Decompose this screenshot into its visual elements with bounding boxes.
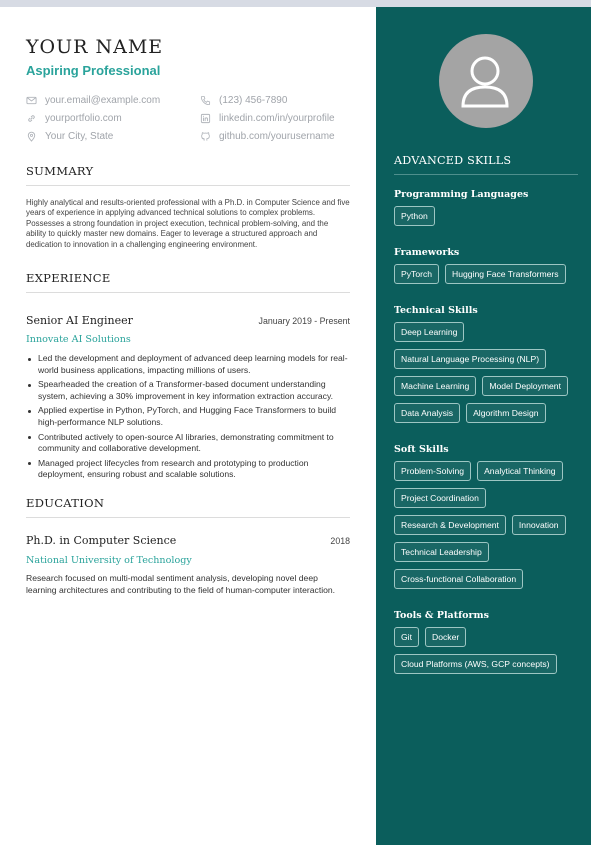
skill-tag: Problem-Solving	[394, 461, 471, 481]
summary-text: Highly analytical and results-oriented professional with a Ph.D. in Computer Science and five years of experience in applying advanced technical solutions to complex problems. Possesses a strong foundation in project execution, technical problem-solving, and the ability to quickly master new domains. Eager to leverage a structured approach and dedication to innovation in a challenging engineering environment.	[26, 198, 350, 249]
edu-description: Research focused on multi-modal sentiment analysis, developing novel deep learning architectures and contributing to the field of human-computer interaction.	[26, 572, 336, 595]
skills-heading: ADVANCED SKILLS	[394, 154, 578, 175]
skill-tag: Hugging Face Transformers	[445, 264, 566, 284]
contact-linkedin-text: linkedin.com/in/yourprofile	[219, 113, 335, 124]
contact-email-text: your.email@example.com	[45, 95, 161, 106]
contact-grid	[26, 93, 350, 144]
skill-tag: Git	[394, 627, 419, 647]
contact-email[interactable]	[26, 93, 200, 108]
job-entry	[26, 314, 350, 481]
resume-role: Aspiring Professional	[26, 63, 161, 78]
skill-tag: Innovation	[512, 515, 566, 535]
skill-tag: Analytical Thinking	[477, 461, 563, 481]
skill-tag: Technical Leadership	[394, 542, 489, 562]
skill-group-frameworks	[394, 247, 578, 291]
job-bullet: Contributed actively to open-source AI libraries, demonstrating commitment to community and collaborative development.	[38, 432, 350, 455]
job-bullet: Led the development and deployment of advanced deep learning models for real-world business applications, impacting millions of users.	[38, 353, 350, 376]
skill-group-title: Technical Skills	[394, 305, 478, 316]
main-column	[0, 7, 376, 845]
contact-location-text: Your City, State	[45, 131, 114, 142]
job-company: Innovate AI Solutions	[26, 334, 131, 346]
avatar	[439, 34, 533, 128]
sidebar	[376, 7, 591, 845]
avatar-placeholder-icon	[439, 34, 533, 128]
job-bullet: Spearheaded the creation of a Transformer-based document understanding system, achieving a 30% improvement in key information extraction accuracy.	[38, 379, 350, 402]
education-entry	[26, 534, 350, 596]
contact-github[interactable]	[200, 129, 350, 144]
contact-portfolio[interactable]	[26, 111, 200, 126]
location-icon	[26, 131, 37, 142]
skill-group-title: Frameworks	[394, 247, 460, 258]
phone-icon	[200, 95, 211, 106]
job-bullet: Managed project lifecycles from research and prototyping to production deployment, ensuring robust and scalable solutions.	[38, 458, 350, 481]
skill-group-title: Tools & Platforms	[394, 610, 489, 621]
link-icon	[26, 113, 37, 124]
contact-portfolio-text: yourportfolio.com	[45, 113, 122, 124]
summary-heading: SUMMARY	[26, 164, 350, 186]
skill-tag: Python	[394, 206, 435, 226]
skill-tag: Cloud Platforms (AWS, GCP concepts)	[394, 654, 557, 674]
job-bullets	[26, 353, 350, 481]
edu-year: 2018	[330, 535, 350, 546]
job-bullet: Applied expertise in Python, PyTorch, and Hugging Face Transformers to build high-performance NLP solutions.	[38, 405, 350, 428]
skill-tag: Docker	[425, 627, 466, 647]
edu-school: National University of Technology	[26, 554, 192, 566]
top-bar	[0, 0, 591, 7]
linkedin-icon	[200, 113, 211, 124]
skill-group-programming	[394, 189, 578, 233]
skill-tag: Data Analysis	[394, 403, 460, 423]
skill-tag: Algorithm Design	[466, 403, 545, 423]
skill-group-title: Programming Languages	[394, 189, 529, 200]
contact-location	[26, 129, 200, 144]
skill-tag: Research & Development	[394, 515, 506, 535]
skill-tag: PyTorch	[394, 264, 439, 284]
skill-tag: Deep Learning	[394, 322, 464, 342]
contact-phone-text: (123) 456-7890	[219, 95, 288, 106]
contact-phone[interactable]	[200, 93, 350, 108]
github-icon	[200, 131, 211, 142]
education-heading: EDUCATION	[26, 496, 350, 518]
mail-icon	[26, 95, 37, 106]
skill-tag: Project Coordination	[394, 488, 486, 508]
job-title: Senior AI Engineer	[26, 314, 133, 328]
skill-tag: Machine Learning	[394, 376, 476, 396]
skill-tag: Natural Language Processing (NLP)	[394, 349, 546, 369]
skill-group-tools	[394, 610, 578, 681]
contact-linkedin[interactable]	[200, 111, 350, 126]
skill-group-title: Soft Skills	[394, 444, 449, 455]
edu-degree: Ph.D. in Computer Science	[26, 533, 177, 547]
skill-tag: Cross-functional Collaboration	[394, 569, 523, 589]
contact-github-text: github.com/yourusername	[219, 131, 335, 142]
resume-name: YOUR NAME	[26, 36, 164, 58]
job-dates: January 2019 - Present	[258, 316, 350, 327]
skill-tag: Model Deployment	[482, 376, 568, 396]
skill-group-technical	[394, 305, 578, 430]
experience-heading: EXPERIENCE	[26, 271, 350, 293]
skill-group-soft	[394, 444, 578, 596]
